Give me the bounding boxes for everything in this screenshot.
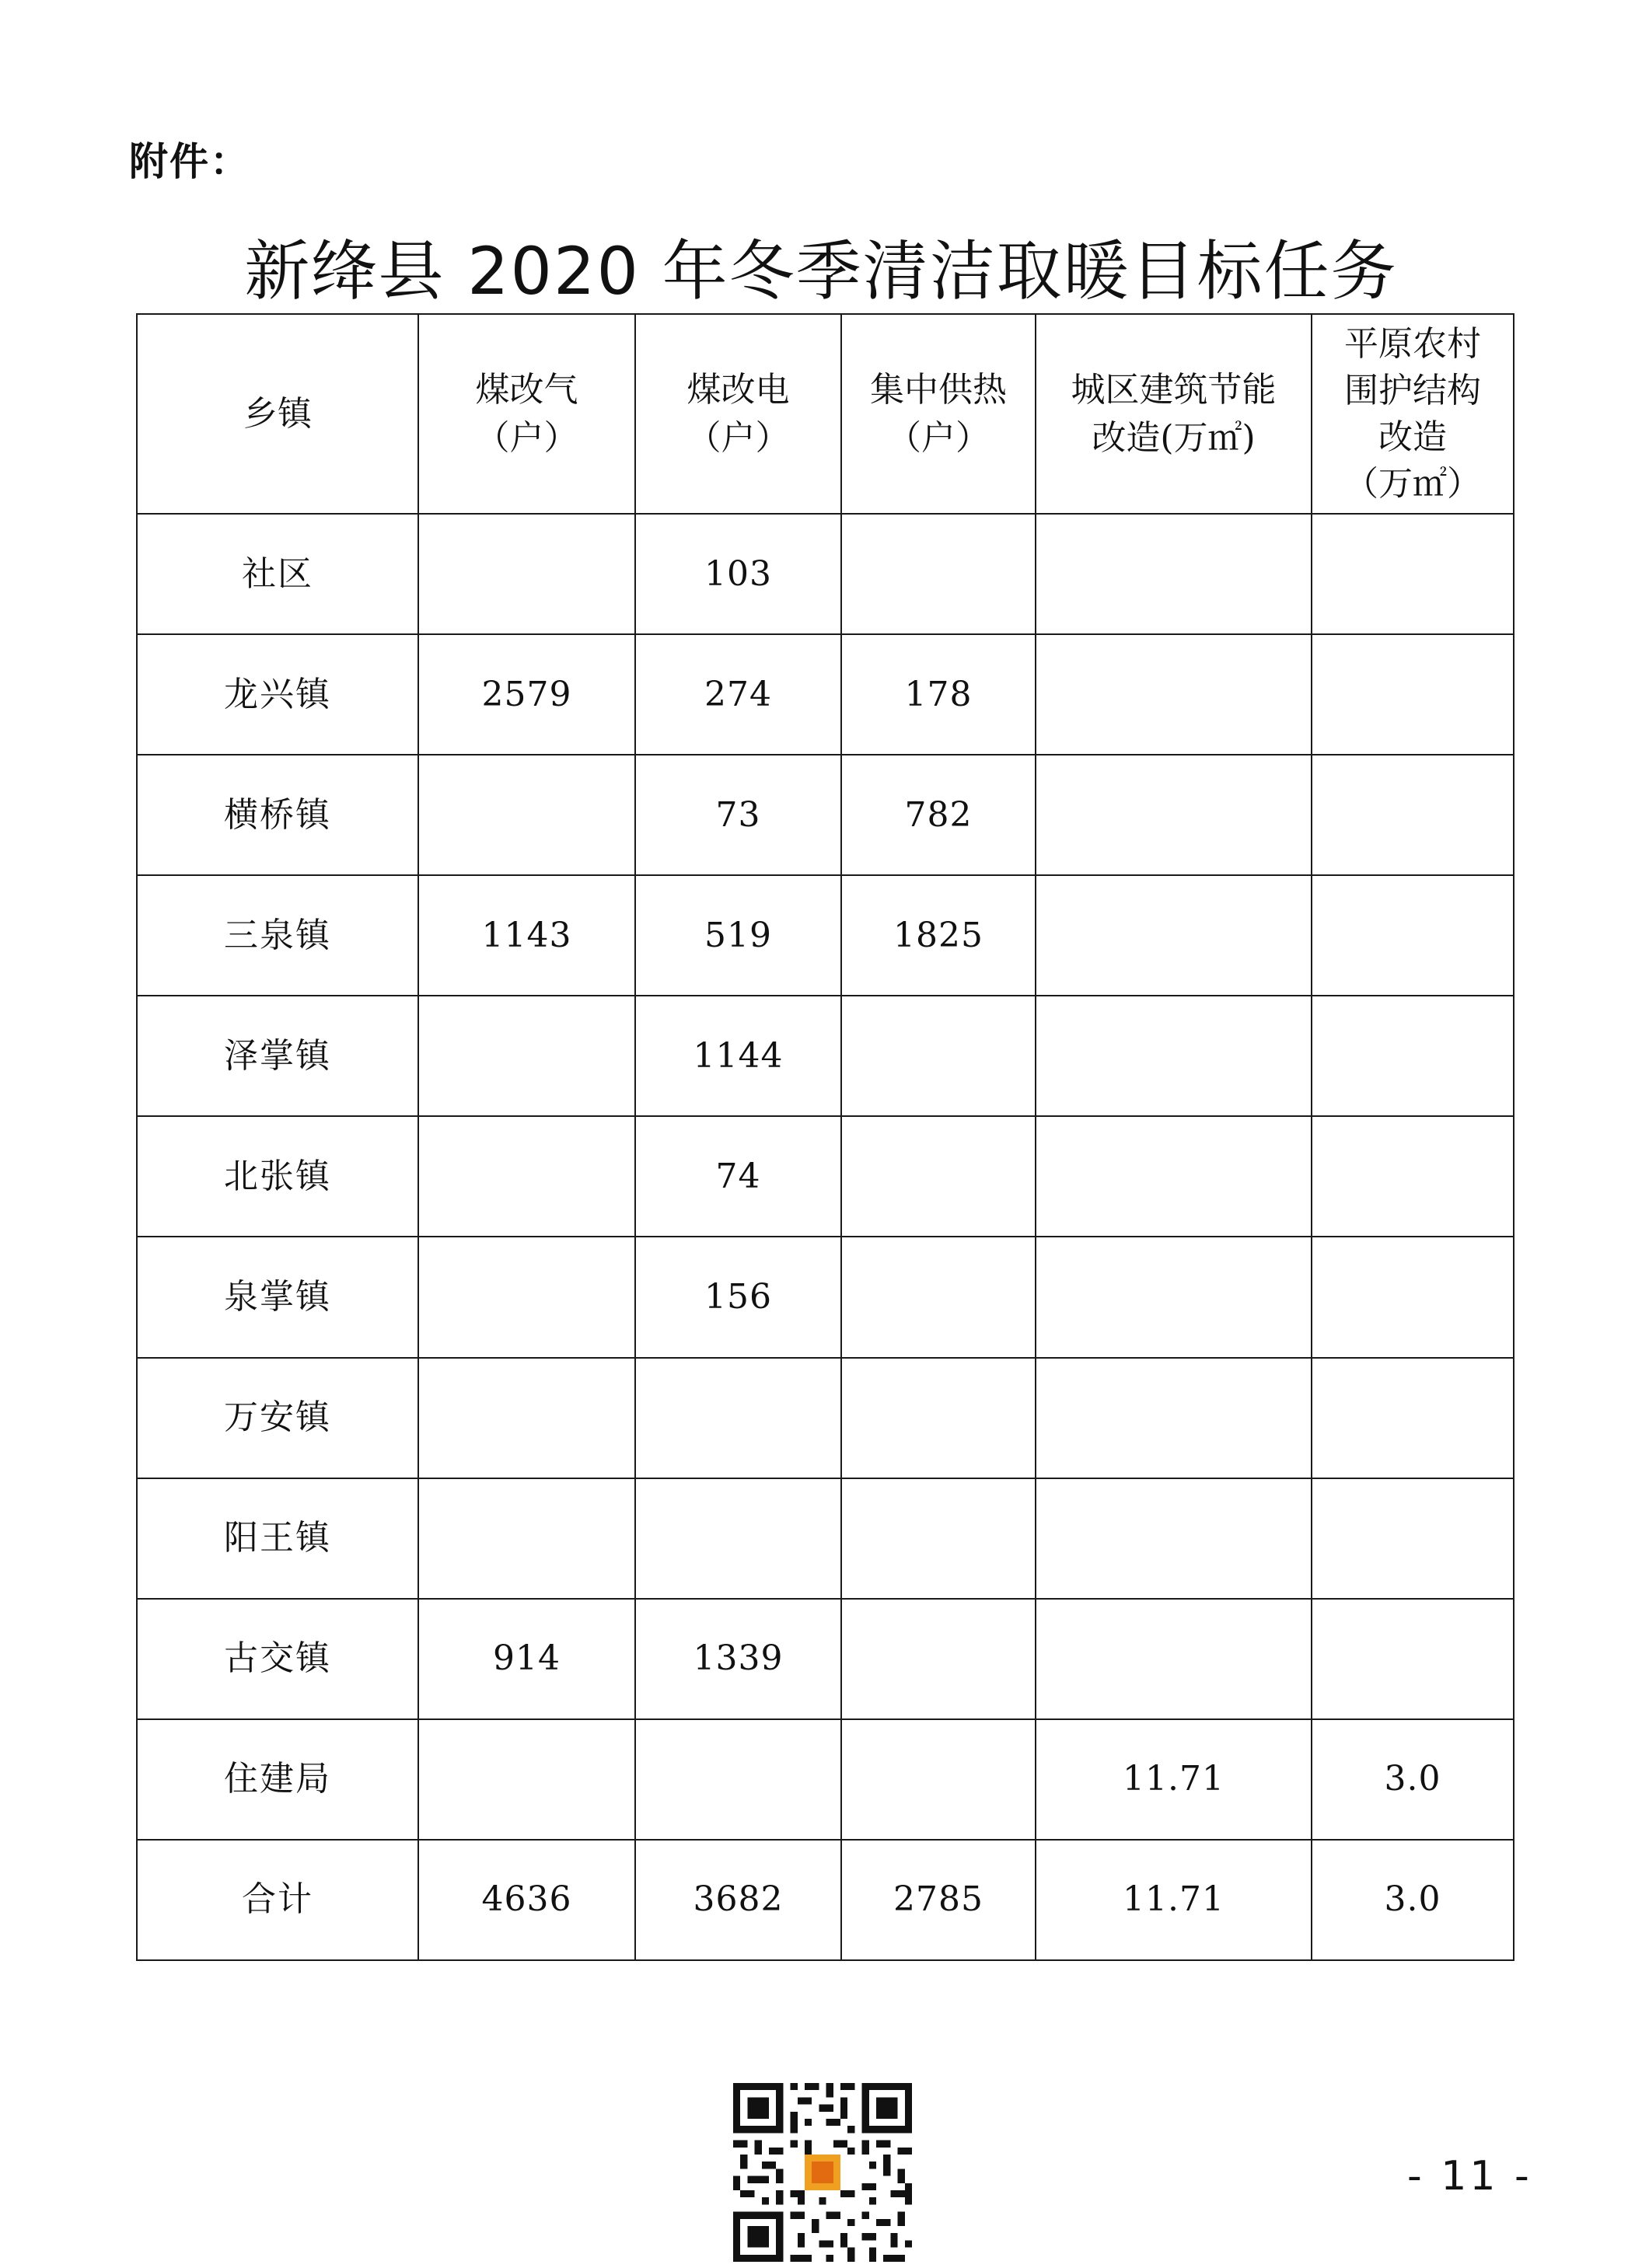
- cell-rural-envelope: 3.0: [1312, 1719, 1514, 1840]
- cell-urban-energy-saving: 11.71: [1036, 1719, 1312, 1840]
- header-coal-to-gas-line: 煤改气: [475, 369, 578, 410]
- cell-central-heating: 2785: [841, 1840, 1036, 1960]
- heating-target-table: [136, 313, 1514, 1961]
- cell-rural-envelope: [1312, 634, 1514, 755]
- cell-coal-to-gas: [418, 1478, 635, 1599]
- table-row: [137, 634, 1514, 755]
- cell-central-heating: [841, 996, 1036, 1116]
- cell-coal-to-electric: 3682: [635, 1840, 841, 1960]
- cell-central-heating: [841, 1237, 1036, 1357]
- header-central-heating-line: 集中供热: [870, 369, 1007, 410]
- cell-coal-to-gas: 4636: [418, 1840, 635, 1960]
- cell-coal-to-electric: 1339: [635, 1599, 841, 1719]
- cell-urban-energy-saving: [1036, 514, 1312, 634]
- header-rural-envelope-unit: （万㎡）: [1344, 463, 1481, 504]
- cell-rural-envelope: [1312, 1116, 1514, 1237]
- cell-coal-to-electric: [635, 1478, 841, 1599]
- cell-rural-envelope: 3.0: [1312, 1840, 1514, 1960]
- cell-rural-envelope: [1312, 1237, 1514, 1357]
- cell-coal-to-electric: 103: [635, 514, 841, 634]
- cell-urban-energy-saving: [1036, 996, 1312, 1116]
- cell-central-heating: [841, 1719, 1036, 1840]
- cell-coal-to-gas: [418, 1237, 635, 1357]
- table-row: [137, 1599, 1514, 1719]
- header-coal-to-electric-line: 煤改电: [686, 369, 790, 410]
- cell-central-heating: [841, 1478, 1036, 1599]
- cell-urban-energy-saving: [1036, 634, 1312, 755]
- header-town-line: 乡镇: [243, 393, 312, 434]
- header-town: [137, 314, 418, 514]
- cell-coal-to-gas: [418, 755, 635, 875]
- cell-rural-envelope: [1312, 755, 1514, 875]
- cell-town: 北张镇: [137, 1116, 418, 1237]
- cell-town: 合计: [137, 1840, 418, 1960]
- header-urban-energy-saving-unit: 改造(万㎡): [1092, 417, 1256, 458]
- qr-code-icon: [733, 2083, 912, 2262]
- cell-coal-to-gas: 2579: [418, 634, 635, 755]
- header-row: [137, 314, 1514, 514]
- cell-town: 阳王镇: [137, 1478, 418, 1599]
- cell-coal-to-gas: [418, 514, 635, 634]
- cell-coal-to-gas: [418, 1358, 635, 1478]
- cell-town: 三泉镇: [137, 875, 418, 996]
- cell-urban-energy-saving: [1036, 1358, 1312, 1478]
- cell-urban-energy-saving: [1036, 755, 1312, 875]
- header-coal-to-electric: [635, 314, 841, 514]
- cell-town: 龙兴镇: [137, 634, 418, 755]
- table-row: [137, 755, 1514, 875]
- cell-coal-to-gas: 1143: [418, 875, 635, 996]
- cell-central-heating: [841, 1599, 1036, 1719]
- table-body: [137, 514, 1514, 1960]
- table-row: [137, 1719, 1514, 1840]
- cell-town: 万安镇: [137, 1358, 418, 1478]
- header-urban-energy-saving-line: 城区建筑节能: [1071, 369, 1277, 410]
- cell-rural-envelope: [1312, 1358, 1514, 1478]
- cell-rural-envelope: [1312, 875, 1514, 996]
- header-coal-to-gas: [418, 314, 635, 514]
- cell-central-heating: 1825: [841, 875, 1036, 996]
- cell-rural-envelope: [1312, 514, 1514, 634]
- header-rural-envelope-line-2: 围护结构: [1344, 370, 1481, 410]
- document-title: 新绛县 2020 年冬季清洁取暖目标任务: [244, 233, 1398, 309]
- cell-coal-to-gas: [418, 996, 635, 1116]
- header-central-heating-unit: （户）: [887, 417, 990, 458]
- cell-town: 住建局: [137, 1719, 418, 1840]
- cell-central-heating: [841, 1358, 1036, 1478]
- table-row: [137, 1116, 1514, 1237]
- cell-urban-energy-saving: [1036, 1599, 1312, 1719]
- table-row: [137, 875, 1514, 996]
- header-coal-to-electric-unit: （户）: [686, 417, 790, 458]
- header-rural-envelope-line-1: 平原农村: [1344, 323, 1481, 364]
- cell-central-heating: [841, 514, 1036, 634]
- table-row: [137, 514, 1514, 634]
- cell-coal-to-electric: 74: [635, 1116, 841, 1237]
- cell-town: 古交镇: [137, 1599, 418, 1719]
- header-coal-to-gas-unit: （户）: [475, 417, 578, 458]
- cell-coal-to-gas: [418, 1719, 635, 1840]
- cell-town: 横桥镇: [137, 755, 418, 875]
- cell-coal-to-electric: 519: [635, 875, 841, 996]
- cell-coal-to-gas: 914: [418, 1599, 635, 1719]
- cell-coal-to-electric: [635, 1358, 841, 1478]
- cell-urban-energy-saving: [1036, 1478, 1312, 1599]
- table-row: [137, 1237, 1514, 1357]
- cell-coal-to-electric: [635, 1719, 841, 1840]
- cell-urban-energy-saving: [1036, 875, 1312, 996]
- page-number: - 11 -: [1407, 2153, 1532, 2200]
- cell-coal-to-electric: 156: [635, 1237, 841, 1357]
- cell-town: 泽掌镇: [137, 996, 418, 1116]
- cell-coal-to-gas: [418, 1116, 635, 1237]
- cell-central-heating: 178: [841, 634, 1036, 755]
- cell-coal-to-electric: 274: [635, 634, 841, 755]
- cell-central-heating: [841, 1116, 1036, 1237]
- cell-urban-energy-saving: [1036, 1116, 1312, 1237]
- cell-urban-energy-saving: [1036, 1237, 1312, 1357]
- cell-coal-to-electric: 1144: [635, 996, 841, 1116]
- cell-rural-envelope: [1312, 1599, 1514, 1719]
- cell-town: 社区: [137, 514, 418, 634]
- header-central-heating: [841, 314, 1036, 514]
- table-row: [137, 1478, 1514, 1599]
- cell-coal-to-electric: 73: [635, 755, 841, 875]
- table-row: [137, 1358, 1514, 1478]
- cell-urban-energy-saving: 11.71: [1036, 1840, 1312, 1960]
- header-rural-envelope-line-3: 改造: [1378, 417, 1447, 457]
- header-rural-envelope: [1312, 314, 1514, 514]
- attachment-label: 附件：: [129, 139, 250, 184]
- cell-central-heating: 782: [841, 755, 1036, 875]
- header-urban-energy-saving: [1036, 314, 1312, 514]
- cell-rural-envelope: [1312, 1478, 1514, 1599]
- cell-town: 泉掌镇: [137, 1237, 418, 1357]
- table-row-total: [137, 1840, 1514, 1960]
- cell-rural-envelope: [1312, 996, 1514, 1116]
- table-row: [137, 996, 1514, 1116]
